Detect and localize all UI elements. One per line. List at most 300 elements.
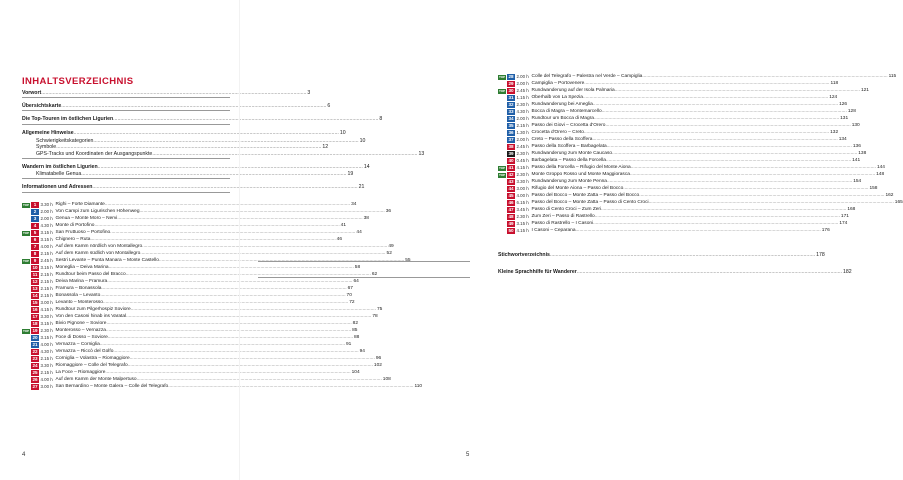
tour-duration: 4.15 h bbox=[516, 165, 529, 170]
tour-title: Moneglia – Deiva Marina bbox=[55, 265, 109, 270]
tour-entry[interactable] bbox=[22, 237, 343, 243]
tour-number-badge: 27 bbox=[32, 384, 38, 390]
dot-leader bbox=[593, 221, 838, 227]
tour-number-badge: 21 bbox=[32, 342, 38, 348]
tour-title: San Bernardino – Monte Galera – Colle del Telegrafo bbox=[55, 384, 169, 389]
tour-number-badge: 28 bbox=[508, 74, 514, 80]
tour-title: Deiva Marina – Framura bbox=[55, 279, 108, 284]
tour-entry[interactable] bbox=[22, 335, 360, 341]
tour-entry[interactable] bbox=[22, 293, 352, 299]
toc-entry-title: Klimatabelle Genua bbox=[36, 171, 82, 177]
tour-page: 130 bbox=[851, 123, 860, 128]
tour-page: 176 bbox=[821, 228, 830, 233]
tour-page: 110 bbox=[414, 384, 423, 389]
tour-title: Passo dei Giovi – Crocetta d'Orero bbox=[531, 123, 606, 128]
tour-entry[interactable] bbox=[498, 130, 839, 136]
dot-leader bbox=[631, 165, 876, 171]
tour-number-badge: 36 bbox=[508, 130, 514, 136]
divider bbox=[22, 178, 230, 179]
page-number-right: 5 bbox=[466, 452, 470, 458]
dot-leader bbox=[607, 179, 852, 185]
tour-page: 44 bbox=[356, 230, 362, 235]
tour-duration: 2.15 h bbox=[40, 370, 53, 375]
tour-title: Righi – Forte Diamante bbox=[55, 202, 105, 207]
tour-entry[interactable] bbox=[498, 88, 869, 94]
dot-leader bbox=[607, 144, 852, 150]
tour-title: Riomaggiore – Colle del Telegrafo bbox=[55, 363, 128, 368]
tour-duration: 2.45 h bbox=[516, 144, 529, 149]
dot-leader bbox=[577, 269, 842, 275]
tour-duration: 2.00 h bbox=[516, 81, 529, 86]
tour-duration: 4.15 h bbox=[516, 228, 529, 233]
tour-number-badge: 13 bbox=[32, 286, 38, 292]
tour-title: Vernazza – Corniglia bbox=[55, 342, 100, 347]
toc-entry-title: GPS-Tracks und Koordinaten der Ausgangspunkte bbox=[36, 151, 153, 157]
tour-number-badge: 26 bbox=[32, 377, 38, 383]
tour-number-badge: 31 bbox=[508, 95, 514, 101]
tour-number-badge: 40 bbox=[508, 158, 514, 164]
tour-page: 108 bbox=[382, 377, 391, 382]
tour-page: 55 bbox=[405, 258, 411, 263]
tour-number-badge: 41 bbox=[508, 165, 514, 171]
toc-entry-page: 10 bbox=[359, 138, 366, 144]
tour-entry[interactable] bbox=[22, 279, 359, 285]
tour-entry[interactable] bbox=[498, 214, 849, 220]
tour-number-badge: 29 bbox=[508, 81, 514, 87]
tour-number-badge: 32 bbox=[508, 102, 514, 108]
tour-page: 124 bbox=[829, 95, 838, 100]
tour-page: 52 bbox=[386, 251, 392, 256]
tour-title: Oberhalb von La Spezia bbox=[531, 95, 583, 100]
tour-duration: 2.15 h bbox=[40, 251, 53, 256]
tour-page: 104 bbox=[351, 370, 360, 375]
tour-duration: 3.15 h bbox=[40, 237, 53, 242]
tour-title: Passo di Cento Croci – Zum Zeri bbox=[531, 207, 602, 212]
tour-page: 96 bbox=[375, 356, 382, 361]
tour-entry[interactable] bbox=[22, 370, 360, 376]
tour-number-badge: 15 bbox=[32, 300, 38, 306]
toc-entry-title: Allgemeine Hinweise bbox=[22, 130, 74, 136]
tour-entry[interactable] bbox=[22, 251, 392, 257]
tour-duration: 3.00 h bbox=[40, 300, 53, 305]
toc-entry[interactable] bbox=[498, 269, 852, 275]
tour-title: Rundtour beim Passo del Bracco bbox=[55, 272, 126, 277]
tour-number-badge: 19 bbox=[32, 328, 38, 334]
tour-number-badge: 39 bbox=[508, 151, 514, 157]
tour-title: Crocetta d'Orero – Creto bbox=[531, 130, 584, 135]
tour-entry[interactable] bbox=[498, 200, 903, 206]
tour-title: Passo della Scoffera – Barbagelata bbox=[531, 144, 607, 149]
tour-entry[interactable] bbox=[22, 307, 383, 313]
tour-number-badge: 8 bbox=[31, 251, 39, 257]
tour-title: Rundwanderung zum Monte Penna bbox=[531, 179, 607, 184]
dot-leader bbox=[623, 186, 868, 192]
tour-number-badge: 30 bbox=[508, 88, 514, 94]
toc-entry-page: 3 bbox=[307, 90, 311, 96]
dot-leader bbox=[576, 228, 821, 234]
tour-number-badge: 3 bbox=[31, 216, 39, 222]
tour-duration: 2.00 h bbox=[40, 216, 53, 221]
tour-number-badge: 34 bbox=[508, 116, 514, 122]
tour-entry[interactable] bbox=[22, 363, 382, 369]
tour-title: Von den Casoni hinab ins Varatal bbox=[55, 314, 127, 319]
tour-title: Auf dem Kamm der Monte Malpertuso bbox=[55, 377, 137, 382]
tour-entry[interactable] bbox=[498, 144, 861, 150]
toc-entry[interactable] bbox=[498, 252, 825, 258]
tour-entry[interactable] bbox=[498, 137, 847, 143]
tour-number-badge: 22 bbox=[32, 349, 38, 355]
tour-duration: 3.30 h bbox=[40, 314, 53, 319]
tour-title: Passo del Bocco – Monte Zatta – Passo del Bocco bbox=[531, 193, 640, 198]
tour-duration: 2.30 h bbox=[516, 102, 529, 107]
toc-entry-page: 182 bbox=[843, 269, 852, 275]
tour-number-badge: 44 bbox=[508, 186, 514, 192]
tour-number-badge: 20 bbox=[32, 335, 38, 341]
toc-entry-page: 10 bbox=[339, 130, 346, 136]
toc-entry-title: Stichwortverzeichnis bbox=[498, 252, 550, 258]
tour-page: 154 bbox=[853, 179, 862, 184]
tour-entry[interactable] bbox=[22, 265, 361, 271]
tour-page: 138 bbox=[858, 151, 867, 156]
dot-leader bbox=[605, 123, 850, 129]
tour-number-badge: 48 bbox=[508, 214, 514, 220]
tour-entry[interactable] bbox=[22, 244, 394, 250]
tour-number-badge: 16 bbox=[32, 307, 38, 313]
tour-entry[interactable] bbox=[22, 223, 347, 229]
tour-page: 168 bbox=[847, 207, 856, 212]
tour-number-badge: 18 bbox=[32, 321, 38, 327]
divider bbox=[22, 158, 230, 159]
tour-page: 75 bbox=[376, 307, 383, 312]
tour-duration: 2.30 h bbox=[40, 328, 53, 333]
tour-duration: 3.45 h bbox=[516, 207, 529, 212]
tour-title: Auf dem Kamm südlich von Montallegro bbox=[55, 251, 141, 256]
tour-number-badge: 10 bbox=[32, 265, 38, 271]
tour-number-badge: 50 bbox=[508, 228, 514, 234]
top-tour-badge: TOP bbox=[22, 328, 30, 333]
tour-page: 115 bbox=[888, 74, 897, 79]
tour-duration: 2.45 h bbox=[516, 88, 529, 93]
toc-entry-title: Informationen und Adressen bbox=[22, 184, 93, 190]
tour-page: 72 bbox=[349, 300, 355, 305]
toc-entry[interactable] bbox=[22, 184, 365, 190]
top-tour-badge: TOP bbox=[22, 230, 30, 235]
tour-entry[interactable] bbox=[22, 377, 391, 383]
divider bbox=[258, 277, 470, 278]
tour-title: Bonassola – Levanto bbox=[55, 293, 101, 298]
tour-number-badge: 2 bbox=[31, 209, 39, 215]
divider bbox=[22, 97, 230, 98]
tour-title: Colle del Telegrafo – Palestra nel Verde – Campiglia bbox=[531, 74, 643, 79]
tour-page: 64 bbox=[353, 279, 359, 284]
tour-page: 85 bbox=[352, 328, 358, 333]
tour-page: 134 bbox=[838, 137, 847, 142]
tour-duration: 6.15 h bbox=[516, 200, 529, 205]
tour-entry[interactable] bbox=[22, 209, 392, 215]
tour-number-badge: 17 bbox=[32, 314, 38, 320]
toc-entry-page: 19 bbox=[347, 171, 354, 177]
tour-duration: 2.00 h bbox=[516, 116, 529, 121]
tour-title: Creto – Passo della Scoffera bbox=[531, 137, 593, 142]
tour-duration: 2.00 h bbox=[516, 137, 529, 142]
tour-entry[interactable] bbox=[22, 328, 358, 334]
dot-leader bbox=[592, 137, 837, 143]
dot-leader bbox=[615, 88, 860, 94]
toc-entry-title: Die Top-Touren im östlichen Ligurien bbox=[22, 116, 114, 122]
tour-entry[interactable] bbox=[498, 172, 885, 178]
tour-page: 148 bbox=[876, 172, 885, 177]
tour-entry[interactable] bbox=[22, 349, 365, 355]
tour-entry[interactable] bbox=[498, 151, 867, 157]
dot-leader bbox=[612, 151, 857, 157]
tour-title: Passo di Rastrello – I Casoni bbox=[531, 221, 594, 226]
tour-duration: 4.00 h bbox=[40, 377, 53, 382]
tour-duration: 3.30 h bbox=[40, 363, 53, 368]
tour-entry[interactable] bbox=[498, 81, 839, 87]
tour-duration: 0.45 h bbox=[516, 158, 529, 163]
dot-leader bbox=[595, 214, 840, 220]
tour-entry[interactable] bbox=[22, 384, 423, 390]
tour-page: 88 bbox=[354, 335, 360, 340]
tour-duration: 3.15 h bbox=[40, 321, 53, 326]
tour-entry[interactable] bbox=[498, 74, 897, 80]
tour-number-badge: 12 bbox=[32, 279, 38, 285]
tour-duration: 1.15 h bbox=[516, 95, 529, 100]
tour-title: Genua – Monte Moro – Nervi bbox=[55, 216, 118, 221]
toc-entry[interactable] bbox=[22, 130, 346, 136]
tour-number-badge: 25 bbox=[32, 370, 38, 376]
toc-entry-page: 14 bbox=[363, 164, 370, 170]
tour-duration: 2.15 h bbox=[40, 279, 53, 284]
tour-entry[interactable] bbox=[22, 272, 378, 278]
tour-page: 62 bbox=[371, 272, 378, 277]
tour-title: Von Campi zum Ligurischen Höhenweg bbox=[55, 209, 140, 214]
tour-duration: 3.15 h bbox=[40, 230, 53, 235]
tour-duration: 3.00 h bbox=[516, 186, 529, 191]
tour-page: 144 bbox=[876, 165, 885, 170]
tour-duration: 4.30 h bbox=[40, 349, 53, 354]
tour-title: Levanto – Monterosso bbox=[55, 300, 103, 305]
toc-entry[interactable] bbox=[22, 164, 370, 170]
tour-entry[interactable] bbox=[498, 207, 856, 213]
divider bbox=[22, 110, 230, 111]
divider bbox=[258, 261, 470, 262]
left-page bbox=[0, 0, 425, 480]
dot-leader bbox=[584, 81, 829, 87]
top-tour-badge: TOP bbox=[498, 165, 506, 170]
tour-duration: 3.15 h bbox=[516, 221, 529, 226]
toc-entry-title: Vorwort bbox=[22, 90, 42, 96]
tour-entry[interactable] bbox=[22, 342, 352, 348]
tour-page: 49 bbox=[388, 244, 394, 249]
tour-entry[interactable] bbox=[22, 216, 369, 222]
tour-entry[interactable] bbox=[22, 314, 378, 320]
tour-number-badge: 1 bbox=[31, 202, 39, 208]
tour-duration: 2.15 h bbox=[40, 286, 53, 291]
tour-title: Monterosso – Vernazza bbox=[55, 328, 106, 333]
tour-entry[interactable] bbox=[498, 221, 848, 227]
dot-leader bbox=[593, 102, 838, 108]
tour-entry[interactable] bbox=[22, 300, 355, 306]
tour-page: 165 bbox=[894, 200, 903, 205]
tour-page: 102 bbox=[373, 363, 382, 368]
tour-duration: 4.00 h bbox=[40, 342, 53, 347]
tour-title: La Foce – Riomaggiore bbox=[55, 370, 106, 375]
tour-entry[interactable] bbox=[22, 230, 362, 236]
tour-duration: 2.15 h bbox=[40, 272, 53, 277]
tour-page: 158 bbox=[869, 186, 878, 191]
tour-page: 36 bbox=[385, 209, 392, 214]
divider bbox=[22, 192, 230, 193]
tour-title: Rundtour um Bocca di Magra bbox=[531, 116, 594, 121]
tour-duration: 3.15 h bbox=[40, 265, 53, 270]
toc-entry[interactable] bbox=[36, 144, 329, 150]
tour-entry[interactable] bbox=[22, 258, 411, 264]
toc-entry[interactable] bbox=[22, 103, 331, 109]
tour-page: 162 bbox=[885, 193, 894, 198]
dot-leader bbox=[583, 95, 828, 101]
tour-entry[interactable] bbox=[498, 109, 856, 115]
toc-entry-page: 12 bbox=[322, 144, 329, 150]
tour-page: 70 bbox=[346, 293, 352, 298]
tour-title: Corniglia – Volastra – Riomaggiore bbox=[55, 356, 130, 361]
tour-duration: 4.30 h bbox=[40, 223, 53, 228]
dot-leader bbox=[601, 207, 846, 213]
toc-entry[interactable] bbox=[36, 171, 354, 177]
tour-entry[interactable] bbox=[498, 228, 830, 234]
tour-page: 91 bbox=[346, 342, 352, 347]
dot-leader bbox=[649, 200, 894, 206]
tour-number-badge: 42 bbox=[508, 172, 514, 178]
tour-page: 38 bbox=[363, 216, 369, 221]
tour-duration: 2.15 h bbox=[40, 356, 53, 361]
tour-duration: 2.00 h bbox=[516, 74, 529, 79]
tour-title: Rifugio del Monte Aiona – Passo del Bocco bbox=[531, 186, 624, 191]
tour-title: Rundwanderung auf der Isola Palmaria bbox=[531, 88, 615, 93]
tour-title: Rundtour zum Pilgerhospiz Soviore bbox=[55, 307, 131, 312]
tour-entry[interactable] bbox=[498, 193, 894, 199]
dot-leader bbox=[584, 130, 829, 136]
toc-entry[interactable] bbox=[22, 116, 383, 122]
tour-page: 82 bbox=[352, 321, 359, 326]
tour-entry[interactable] bbox=[498, 123, 860, 129]
dot-leader bbox=[639, 193, 884, 199]
tour-number-badge: 7 bbox=[31, 244, 39, 250]
tour-title: Monte di Portofino bbox=[55, 223, 95, 228]
tour-entry[interactable] bbox=[498, 179, 862, 185]
tour-number-badge: 5 bbox=[31, 230, 39, 236]
tour-duration: 2.30 h bbox=[516, 172, 529, 177]
dot-leader bbox=[594, 116, 839, 122]
tour-entry[interactable] bbox=[22, 286, 353, 292]
tour-title: Sestri Levante – Punta Manara – Monte Castello bbox=[55, 258, 159, 263]
tour-entry[interactable] bbox=[22, 202, 357, 208]
tour-number-badge: 35 bbox=[508, 123, 514, 129]
tour-entry[interactable] bbox=[22, 321, 359, 327]
tour-entry[interactable] bbox=[498, 158, 861, 164]
tour-page: 121 bbox=[860, 88, 869, 93]
tour-title: Chignero – Ruta bbox=[55, 237, 91, 242]
page-number-left: 4 bbox=[22, 452, 26, 458]
tour-title: Framura – Bonassola bbox=[55, 286, 102, 291]
tour-page: 78 bbox=[372, 314, 378, 319]
tour-number-badge: 6 bbox=[31, 237, 39, 243]
tour-page: 174 bbox=[839, 221, 848, 226]
tour-number-badge: 33 bbox=[508, 109, 514, 115]
tour-duration: 2.30 h bbox=[516, 214, 529, 219]
tour-page: 34 bbox=[351, 202, 357, 207]
tour-title: Auf dem Kamm nördlich von Montallegro bbox=[55, 244, 143, 249]
tour-title: Rundwanderung bei Ameglia bbox=[531, 102, 593, 107]
tour-entry[interactable] bbox=[498, 95, 838, 101]
tour-entry[interactable] bbox=[498, 116, 849, 122]
tour-page: 126 bbox=[839, 102, 848, 107]
tour-number-badge: 49 bbox=[508, 221, 514, 227]
tour-entry[interactable] bbox=[22, 356, 382, 362]
tour-number-badge: 45 bbox=[508, 193, 514, 199]
tour-duration: 3.30 h bbox=[40, 202, 53, 207]
tour-duration: 2.15 h bbox=[40, 293, 53, 298]
dot-leader bbox=[630, 172, 875, 178]
tour-title: Campiglia – Portovenere bbox=[531, 81, 585, 86]
tour-number-badge: 14 bbox=[32, 293, 38, 299]
tour-number-badge: 47 bbox=[508, 207, 514, 213]
tour-title: Monte Groppo Rosso und Monte Maggiorasca bbox=[531, 172, 630, 177]
tour-page: 46 bbox=[336, 237, 343, 242]
tour-title: San Fruttuoso – Portofino bbox=[55, 230, 111, 235]
toc-entry-title: Übersichtskarte bbox=[22, 103, 62, 109]
tour-number-badge: 24 bbox=[32, 363, 38, 369]
tour-title: Foce di Dosso – Soviore bbox=[55, 335, 108, 340]
dot-leader bbox=[550, 252, 815, 258]
tour-title: Zum Zeri – Passo di Rastrello bbox=[531, 214, 595, 219]
toc-entry[interactable] bbox=[22, 90, 311, 96]
tour-title: I Casoni – Ceparana bbox=[531, 228, 576, 233]
tour-duration: 3.15 h bbox=[40, 335, 53, 340]
tour-duration: 2.00 h bbox=[40, 209, 53, 214]
toc-entry-page: 6 bbox=[327, 103, 331, 109]
tour-duration: 3.00 h bbox=[40, 384, 53, 389]
tour-page: 58 bbox=[354, 265, 361, 270]
tour-title: Passo del Bocco – Monte Zatta – Passo di Cento Croci bbox=[531, 200, 649, 205]
top-tour-badge: TOP bbox=[22, 202, 30, 207]
toc-entry-title: Wandern im östlichen Ligurien bbox=[22, 164, 98, 170]
tour-page: 131 bbox=[840, 116, 849, 121]
tour-number-badge: 37 bbox=[508, 137, 514, 143]
toc-entry-page: 178 bbox=[816, 252, 825, 258]
toc-entry[interactable] bbox=[36, 151, 425, 157]
right-page bbox=[240, 0, 903, 480]
tour-entry[interactable] bbox=[498, 165, 885, 171]
tour-entry[interactable] bbox=[498, 102, 848, 108]
top-tour-badge: TOP bbox=[498, 74, 506, 79]
tour-number-badge: 38 bbox=[508, 144, 514, 150]
tour-duration: 1.30 h bbox=[516, 130, 529, 135]
toc-entry-page: 8 bbox=[379, 116, 383, 122]
tour-page: 141 bbox=[852, 158, 861, 163]
toc-entry-page: 21 bbox=[358, 184, 365, 190]
dot-leader bbox=[642, 74, 887, 80]
tour-duration: 3.30 h bbox=[516, 179, 529, 184]
tour-title: Bocca di Magra – Montemarcello bbox=[531, 109, 602, 114]
tour-number-badge: 23 bbox=[32, 356, 38, 362]
toc-entry-page: 13 bbox=[418, 151, 425, 157]
tour-page: 128 bbox=[847, 109, 856, 114]
top-tour-badge: TOP bbox=[498, 172, 506, 177]
tour-entry[interactable] bbox=[498, 186, 878, 192]
dot-leader bbox=[602, 109, 847, 115]
tour-duration: 4.00 h bbox=[40, 244, 53, 249]
